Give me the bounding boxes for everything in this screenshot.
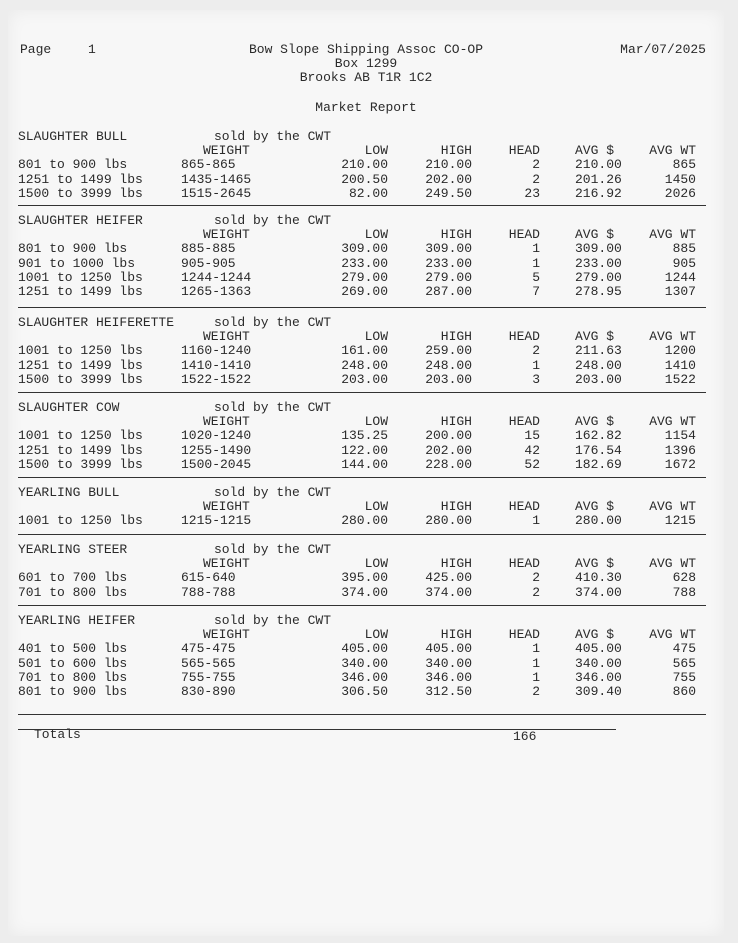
column-header-weight: WEIGHT [203, 499, 250, 515]
sold-by-label: sold by the CWT [214, 129, 332, 144]
column-header-avg_price: AVG $ [575, 329, 615, 345]
column-header-avg_wt: AVG WT [649, 499, 696, 515]
row-weight: 755-755 [181, 669, 236, 685]
column-header-head: HEAD [508, 329, 540, 345]
row-weight: 865-865 [181, 157, 236, 173]
column-header-avg_wt: AVG WT [649, 143, 696, 159]
row-low: 248.00 [341, 357, 388, 373]
row-weight-range: 1500 to 3999 lbs [18, 456, 143, 472]
row-avg_wt: 1396 [664, 442, 696, 458]
row-avg_price: 216.92 [575, 185, 622, 201]
row-avg_wt: 788 [672, 584, 696, 600]
report-page [8, 10, 724, 936]
row-high: 287.00 [425, 284, 472, 299]
org-name: Bow Slope Shipping Assoc CO-OP [248, 42, 484, 57]
row-low: 374.00 [341, 584, 388, 600]
row-weight-range: 401 to 500 lbs [18, 641, 128, 657]
row-head: 3 [532, 371, 540, 387]
row-weight: 1215-1215 [181, 513, 252, 529]
column-header-high: HIGH [440, 556, 472, 572]
row-weight: 1265-1363 [181, 284, 252, 299]
row-avg_price: 279.00 [575, 269, 622, 285]
row-weight-range: 701 to 800 lbs [18, 669, 128, 685]
row-weight: 1160-1240 [181, 343, 252, 359]
row-high: 405.00 [425, 641, 472, 657]
section-divider [18, 534, 706, 535]
totals-label: Totals [34, 727, 81, 742]
row-avg_price: 248.00 [575, 357, 622, 373]
row-weight-range: 1251 to 1499 lbs [18, 442, 143, 458]
row-weight-range: 601 to 700 lbs [18, 570, 128, 586]
row-weight-range: 1500 to 3999 lbs [18, 371, 143, 387]
section-title: SLAUGHTER HEIFERETTE [18, 315, 175, 330]
row-avg_price: 278.95 [575, 284, 622, 299]
column-header-head: HEAD [508, 227, 540, 243]
column-header-avg_wt: AVG WT [649, 414, 696, 430]
totals-divider-bottom [18, 729, 616, 730]
sold-by-label: sold by the CWT [214, 613, 332, 628]
row-high: 249.50 [425, 185, 472, 201]
row-high: 202.00 [425, 171, 472, 187]
row-avg_wt: 1450 [664, 171, 696, 187]
row-low: 279.00 [341, 269, 388, 285]
sold-by-label: sold by the CWT [214, 542, 332, 557]
totals-divider-top [18, 714, 706, 715]
row-high: 248.00 [425, 357, 472, 373]
column-header-head: HEAD [508, 143, 540, 159]
column-header-avg_wt: AVG WT [649, 227, 696, 243]
row-weight: 788-788 [181, 584, 236, 600]
row-low: 210.00 [341, 157, 388, 173]
row-weight-range: 801 to 900 lbs [18, 684, 128, 699]
row-weight-range: 1001 to 1250 lbs [18, 428, 143, 444]
section-divider [18, 392, 706, 393]
row-low: 405.00 [341, 641, 388, 657]
row-weight: 1255-1490 [181, 442, 252, 458]
column-header-head: HEAD [508, 499, 540, 515]
row-head: 2 [532, 343, 540, 359]
row-avg_wt: 1154 [664, 428, 696, 444]
row-avg_price: 201.26 [575, 171, 622, 187]
section-divider [18, 205, 706, 206]
row-avg_wt: 475 [672, 641, 696, 657]
row-avg_wt: 1215 [664, 513, 696, 529]
column-header-weight: WEIGHT [203, 227, 250, 243]
row-avg_wt: 860 [672, 684, 696, 699]
row-avg_price: 340.00 [575, 655, 622, 671]
row-avg_price: 309.40 [575, 684, 622, 699]
row-avg_price: 203.00 [575, 371, 622, 387]
row-weight-range: 1001 to 1250 lbs [18, 343, 143, 359]
column-header-avg_wt: AVG WT [649, 627, 696, 643]
row-head: 1 [532, 641, 540, 657]
row-weight-range: 1251 to 1499 lbs [18, 357, 143, 373]
row-weight-range: 501 to 600 lbs [18, 655, 128, 671]
row-avg_wt: 1410 [664, 357, 696, 373]
row-head: 1 [532, 513, 540, 529]
column-header-head: HEAD [508, 414, 540, 430]
row-weight: 1515-2645 [181, 185, 252, 201]
row-high: 203.00 [425, 371, 472, 387]
row-head: 15 [524, 428, 540, 444]
row-high: 340.00 [425, 655, 472, 671]
row-head: 2 [532, 684, 540, 699]
row-head: 1 [532, 655, 540, 671]
row-avg_wt: 2026 [664, 185, 696, 201]
row-head: 1 [532, 357, 540, 373]
column-header-high: HIGH [440, 627, 472, 643]
report-date: Mar/07/2025 [620, 42, 706, 57]
sold-by-label: sold by the CWT [214, 315, 332, 330]
column-header-avg_price: AVG $ [575, 556, 615, 572]
column-header-weight: WEIGHT [203, 143, 250, 159]
column-header-low: LOW [364, 499, 388, 515]
row-high: 425.00 [425, 570, 472, 586]
column-header-low: LOW [364, 143, 388, 159]
row-avg_wt: 1522 [664, 371, 696, 387]
row-low: 122.00 [341, 442, 388, 458]
row-head: 1 [532, 241, 540, 257]
section-title: SLAUGHTER HEIFER [18, 213, 143, 228]
row-weight-range: 801 to 900 lbs [18, 241, 128, 257]
row-avg_price: 211.63 [575, 343, 622, 359]
row-low: 200.50 [341, 171, 388, 187]
row-weight-range: 801 to 900 lbs [18, 157, 128, 173]
column-header-head: HEAD [508, 627, 540, 643]
section-title: SLAUGHTER COW [18, 400, 120, 415]
row-head: 2 [532, 157, 540, 173]
row-high: 259.00 [425, 343, 472, 359]
row-low: 269.00 [341, 284, 388, 299]
row-weight-range: 1500 to 3999 lbs [18, 185, 143, 201]
column-header-high: HIGH [440, 499, 472, 515]
report-title: Market Report [315, 100, 417, 115]
column-header-low: LOW [364, 414, 388, 430]
row-head: 42 [524, 442, 540, 458]
column-header-avg_price: AVG $ [575, 414, 615, 430]
row-low: 340.00 [341, 655, 388, 671]
row-head: 52 [524, 456, 540, 472]
row-avg_price: 374.00 [575, 584, 622, 600]
row-avg_wt: 628 [672, 570, 696, 586]
column-header-low: LOW [364, 627, 388, 643]
column-header-avg_wt: AVG WT [649, 556, 696, 572]
column-header-high: HIGH [440, 329, 472, 345]
row-low: 280.00 [341, 513, 388, 529]
row-weight: 905-905 [181, 255, 236, 271]
sold-by-label: sold by the CWT [214, 485, 332, 500]
column-header-high: HIGH [440, 143, 472, 159]
row-weight: 1435-1465 [181, 171, 252, 187]
row-weight-range: 1001 to 1250 lbs [18, 269, 143, 285]
org-city: Brooks AB T1R 1C2 [299, 70, 433, 85]
row-high: 346.00 [425, 669, 472, 685]
column-header-weight: WEIGHT [203, 329, 250, 345]
row-weight-range: 1251 to 1499 lbs [18, 171, 143, 187]
row-weight: 885-885 [181, 241, 236, 257]
row-high: 309.00 [425, 241, 472, 257]
column-header-weight: WEIGHT [203, 627, 250, 643]
row-high: 280.00 [425, 513, 472, 529]
totals-head: 166 [513, 729, 537, 744]
row-avg_wt: 865 [672, 157, 696, 173]
row-avg_price: 410.30 [575, 570, 622, 586]
row-low: 161.00 [341, 343, 388, 359]
row-weight-range: 701 to 800 lbs [18, 584, 128, 600]
column-header-weight: WEIGHT [203, 414, 250, 430]
row-avg_price: 233.00 [575, 255, 622, 271]
row-high: 202.00 [425, 442, 472, 458]
row-head: 23 [524, 185, 540, 201]
row-weight: 830-890 [181, 684, 236, 699]
section-divider [18, 605, 706, 606]
row-high: 374.00 [425, 584, 472, 600]
row-avg_price: 280.00 [575, 513, 622, 529]
row-avg_price: 162.82 [575, 428, 622, 444]
row-head: 2 [532, 570, 540, 586]
row-head: 7 [532, 284, 540, 299]
column-header-avg_price: AVG $ [575, 227, 615, 243]
column-header-low: LOW [364, 227, 388, 243]
row-low: 203.00 [341, 371, 388, 387]
column-header-avg_wt: AVG WT [649, 329, 696, 345]
row-high: 210.00 [425, 157, 472, 173]
row-avg_wt: 755 [672, 669, 696, 685]
row-weight: 1244-1244 [181, 269, 252, 285]
row-avg_wt: 565 [672, 655, 696, 671]
row-weight: 475-475 [181, 641, 236, 657]
section-divider [18, 477, 706, 478]
column-header-weight: WEIGHT [203, 556, 250, 572]
row-low: 306.50 [341, 684, 388, 699]
row-weight: 615-640 [181, 570, 236, 586]
row-head: 1 [532, 255, 540, 271]
row-low: 144.00 [341, 456, 388, 472]
row-avg_price: 210.00 [575, 157, 622, 173]
column-header-low: LOW [364, 556, 388, 572]
row-avg_price: 182.69 [575, 456, 622, 472]
row-high: 279.00 [425, 269, 472, 285]
row-low: 346.00 [341, 669, 388, 685]
row-weight: 1522-1522 [181, 371, 252, 387]
page-label: Page [20, 42, 52, 57]
section-title: YEARLING STEER [18, 542, 128, 557]
row-weight-range: 1251 to 1499 lbs [18, 284, 143, 299]
column-header-avg_price: AVG $ [575, 499, 615, 515]
row-low: 135.25 [341, 428, 388, 444]
row-head: 5 [532, 269, 540, 285]
row-high: 228.00 [425, 456, 472, 472]
row-head: 2 [532, 584, 540, 600]
section-title: SLAUGHTER BULL [18, 129, 128, 144]
row-avg_price: 346.00 [575, 669, 622, 685]
column-header-low: LOW [364, 329, 388, 345]
row-avg_wt: 1672 [664, 456, 696, 472]
row-head: 1 [532, 669, 540, 685]
row-low: 233.00 [341, 255, 388, 271]
section-divider [18, 307, 706, 308]
section-title: YEARLING HEIFER [18, 613, 136, 628]
column-header-avg_price: AVG $ [575, 627, 615, 643]
row-avg_wt: 905 [672, 255, 696, 271]
column-header-high: HIGH [440, 227, 472, 243]
page-number: 1 [88, 42, 96, 57]
row-avg_price: 176.54 [575, 442, 622, 458]
row-weight-range: 1001 to 1250 lbs [18, 513, 143, 529]
column-header-high: HIGH [440, 414, 472, 430]
row-avg_wt: 1307 [664, 284, 696, 299]
row-weight: 565-565 [181, 655, 236, 671]
row-avg_wt: 885 [672, 241, 696, 257]
row-weight: 1500-2045 [181, 456, 252, 472]
row-avg_wt: 1200 [664, 343, 696, 359]
row-high: 312.50 [425, 684, 472, 699]
column-header-head: HEAD [508, 556, 540, 572]
row-low: 395.00 [341, 570, 388, 586]
row-head: 2 [532, 171, 540, 187]
sold-by-label: sold by the CWT [214, 213, 332, 228]
row-weight-range: 901 to 1000 lbs [18, 255, 136, 271]
row-weight: 1410-1410 [181, 357, 252, 373]
row-avg_price: 405.00 [575, 641, 622, 657]
row-high: 233.00 [425, 255, 472, 271]
column-header-avg_price: AVG $ [575, 143, 615, 159]
row-high: 200.00 [425, 428, 472, 444]
sold-by-label: sold by the CWT [214, 400, 332, 415]
org-box: Box 1299 [334, 56, 398, 71]
row-low: 82.00 [348, 185, 388, 201]
row-weight: 1020-1240 [181, 428, 252, 444]
row-low: 309.00 [341, 241, 388, 257]
section-title: YEARLING BULL [18, 485, 120, 500]
row-avg_price: 309.00 [575, 241, 622, 257]
row-avg_wt: 1244 [664, 269, 696, 285]
